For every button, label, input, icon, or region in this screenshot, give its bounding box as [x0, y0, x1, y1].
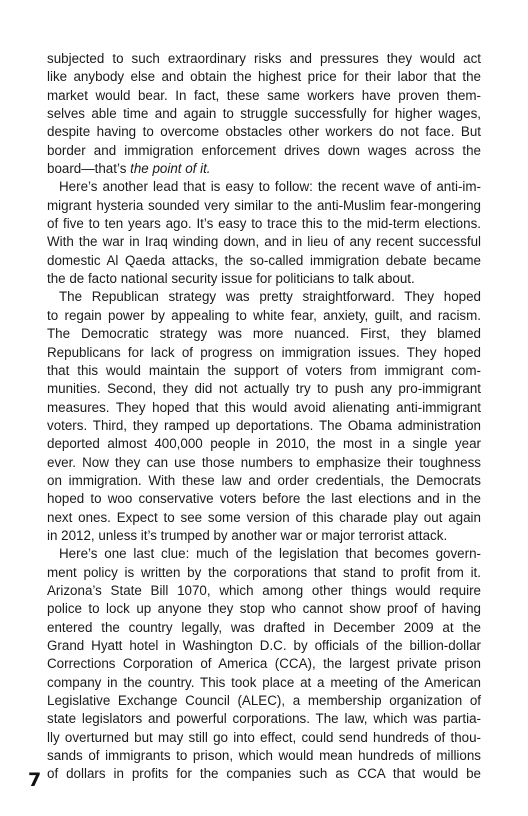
text-line [47, 765, 481, 783]
text-line-content: Legislative Exchange Council (ALEC), a membership organization of [47, 693, 481, 709]
text-line-content: The Democratic strategy was more nuanced. First, they blamed [47, 326, 481, 342]
text-line [47, 564, 481, 582]
text-line [47, 490, 481, 508]
text-line-content: Corrections Corporation of America (CCA), the largest private prison [47, 656, 481, 672]
text-line [47, 270, 481, 288]
text-line-content: on immigration. With these law and order credentials, the Democrats [47, 472, 481, 488]
text-line [47, 674, 481, 692]
text-line [47, 380, 481, 398]
text-line [47, 215, 481, 233]
text-line [47, 655, 481, 673]
page-number: 7 [28, 769, 42, 791]
text-line [47, 123, 481, 141]
text-line-content: sands of immigrants to prison, which would mean hundreds of millions [47, 748, 481, 764]
text-line [47, 710, 481, 728]
text-line [47, 87, 481, 105]
text-line-content: like anybody else and obtain the highest price for their labor that the [47, 69, 481, 85]
text-line [47, 509, 481, 527]
text-line-content: Republicans for lack of progress on immigration issues. They hoped [47, 344, 481, 360]
body-text [47, 50, 481, 784]
text-line [47, 197, 481, 215]
text-line [47, 68, 481, 86]
text-line [47, 527, 481, 545]
text-line [47, 325, 481, 343]
text-line-content: Here’s one last clue: much of the legislation that becomes govern- [59, 546, 481, 562]
text-line [47, 362, 481, 380]
text-line-content: to regain power by appealing to white fear, anxiety, guilt, and racism. [47, 307, 481, 323]
text-line-content: deported almost 400,000 people in 2010, the most in a single year [47, 436, 481, 452]
text-line-content: of five to ten years ago. It’s easy to trace this to the mid-term elections. [47, 216, 481, 232]
text-line-content: voters. Third, they ramped up deportations. The Obama administration [47, 417, 481, 433]
text-line [47, 454, 481, 472]
text-line-content: domestic Al Qaeda attacks, the so-called immigration debate became [47, 252, 481, 268]
text-line-content: Grand Hyatt hotel in Washington D.C. by officials of the billion-dollar [47, 638, 481, 653]
emphasis-text: the point of it. [130, 161, 211, 177]
text-line [47, 692, 481, 710]
text-line [47, 50, 481, 68]
text-line-content: munities. Second, they did not actually try to push any pro-immigrant [47, 381, 481, 397]
text-line-content: subjected to such extraordinary risks and pressures they would act [47, 51, 481, 66]
text-line-content: next ones. Expect to see some version of this charade play out again [47, 509, 481, 525]
text-line [47, 582, 481, 600]
text-line-content: hoped to woo conservative voters before the last elections and in the [47, 491, 481, 507]
text-line [47, 178, 481, 196]
text-line-content: lly overturned but may still go into effect, could send hundreds of thou- [47, 729, 481, 745]
text-line-content: migrant hysteria sounded very similar to the anti-Muslim fear-mongering [47, 197, 481, 213]
text-line-content: border and immigration enforcement drives down wages across the [47, 142, 481, 158]
text-line-content: entered the country legally, was drafted in December 2009 at the [47, 619, 481, 635]
text-line-content: selves able time and again to struggle successfully for higher wages, [47, 106, 481, 122]
text-line [47, 729, 481, 747]
text-line [47, 233, 481, 251]
text-line [47, 637, 481, 655]
text-line-content: Here’s another lead that is easy to follow: the recent wave of anti-im- [59, 179, 481, 195]
text-line-content: market would bear. In fact, these same workers have proven them- [47, 87, 481, 103]
text-line [47, 435, 481, 453]
text-line-content: in 2012, unless it’s trumped by another war or major terrorist attack. [47, 527, 448, 543]
text-line [47, 288, 481, 306]
text-line [47, 472, 481, 490]
text-line [47, 307, 481, 325]
text-line [47, 105, 481, 123]
text-line [47, 600, 481, 618]
text-line [47, 747, 481, 765]
text-line-content: Arizona’s State Bill 1070, which among other things would require [47, 582, 481, 598]
text-line-content: ever. Now they can use those numbers to emphasize their toughness [47, 454, 481, 470]
text-line-content: With the war in Iraq winding down, and in lieu of any recent successful [47, 234, 481, 250]
text-line-content: The Republican strategy was pretty straightforward. They hoped [59, 289, 481, 305]
text-line-content: despite having to overcome obstacles other workers do not face. But [47, 124, 481, 140]
text-line [47, 399, 481, 417]
text-line [47, 252, 481, 270]
text-line [47, 142, 481, 160]
text-line [47, 160, 481, 178]
text-line-content: police to lock up anyone they stop who cannot show proof of having [47, 601, 481, 617]
text-line [47, 545, 481, 563]
text-line [47, 344, 481, 362]
text-line-content: company in the country. This took place at a meeting of the American [47, 674, 481, 690]
text-line-content: the de facto national security issue for politicians to talk about. [47, 271, 415, 287]
text-line-content: state legislators and powerful corporations. The law, which was partia- [47, 711, 481, 727]
text-line-content: ment policy is written by the corporations that stand to profit from it. [47, 564, 481, 580]
text-line-content: board—that’s [47, 161, 131, 177]
text-line-content: measures. They hoped that this would avoid alienating anti-immigrant [47, 399, 481, 415]
text-line-content: of dollars in profits for the companies such as CCA that would be [47, 766, 481, 782]
text-line [47, 619, 481, 637]
text-line [47, 417, 481, 435]
text-line-content: that this would maintain the support of voters from immigrant com- [47, 362, 481, 378]
